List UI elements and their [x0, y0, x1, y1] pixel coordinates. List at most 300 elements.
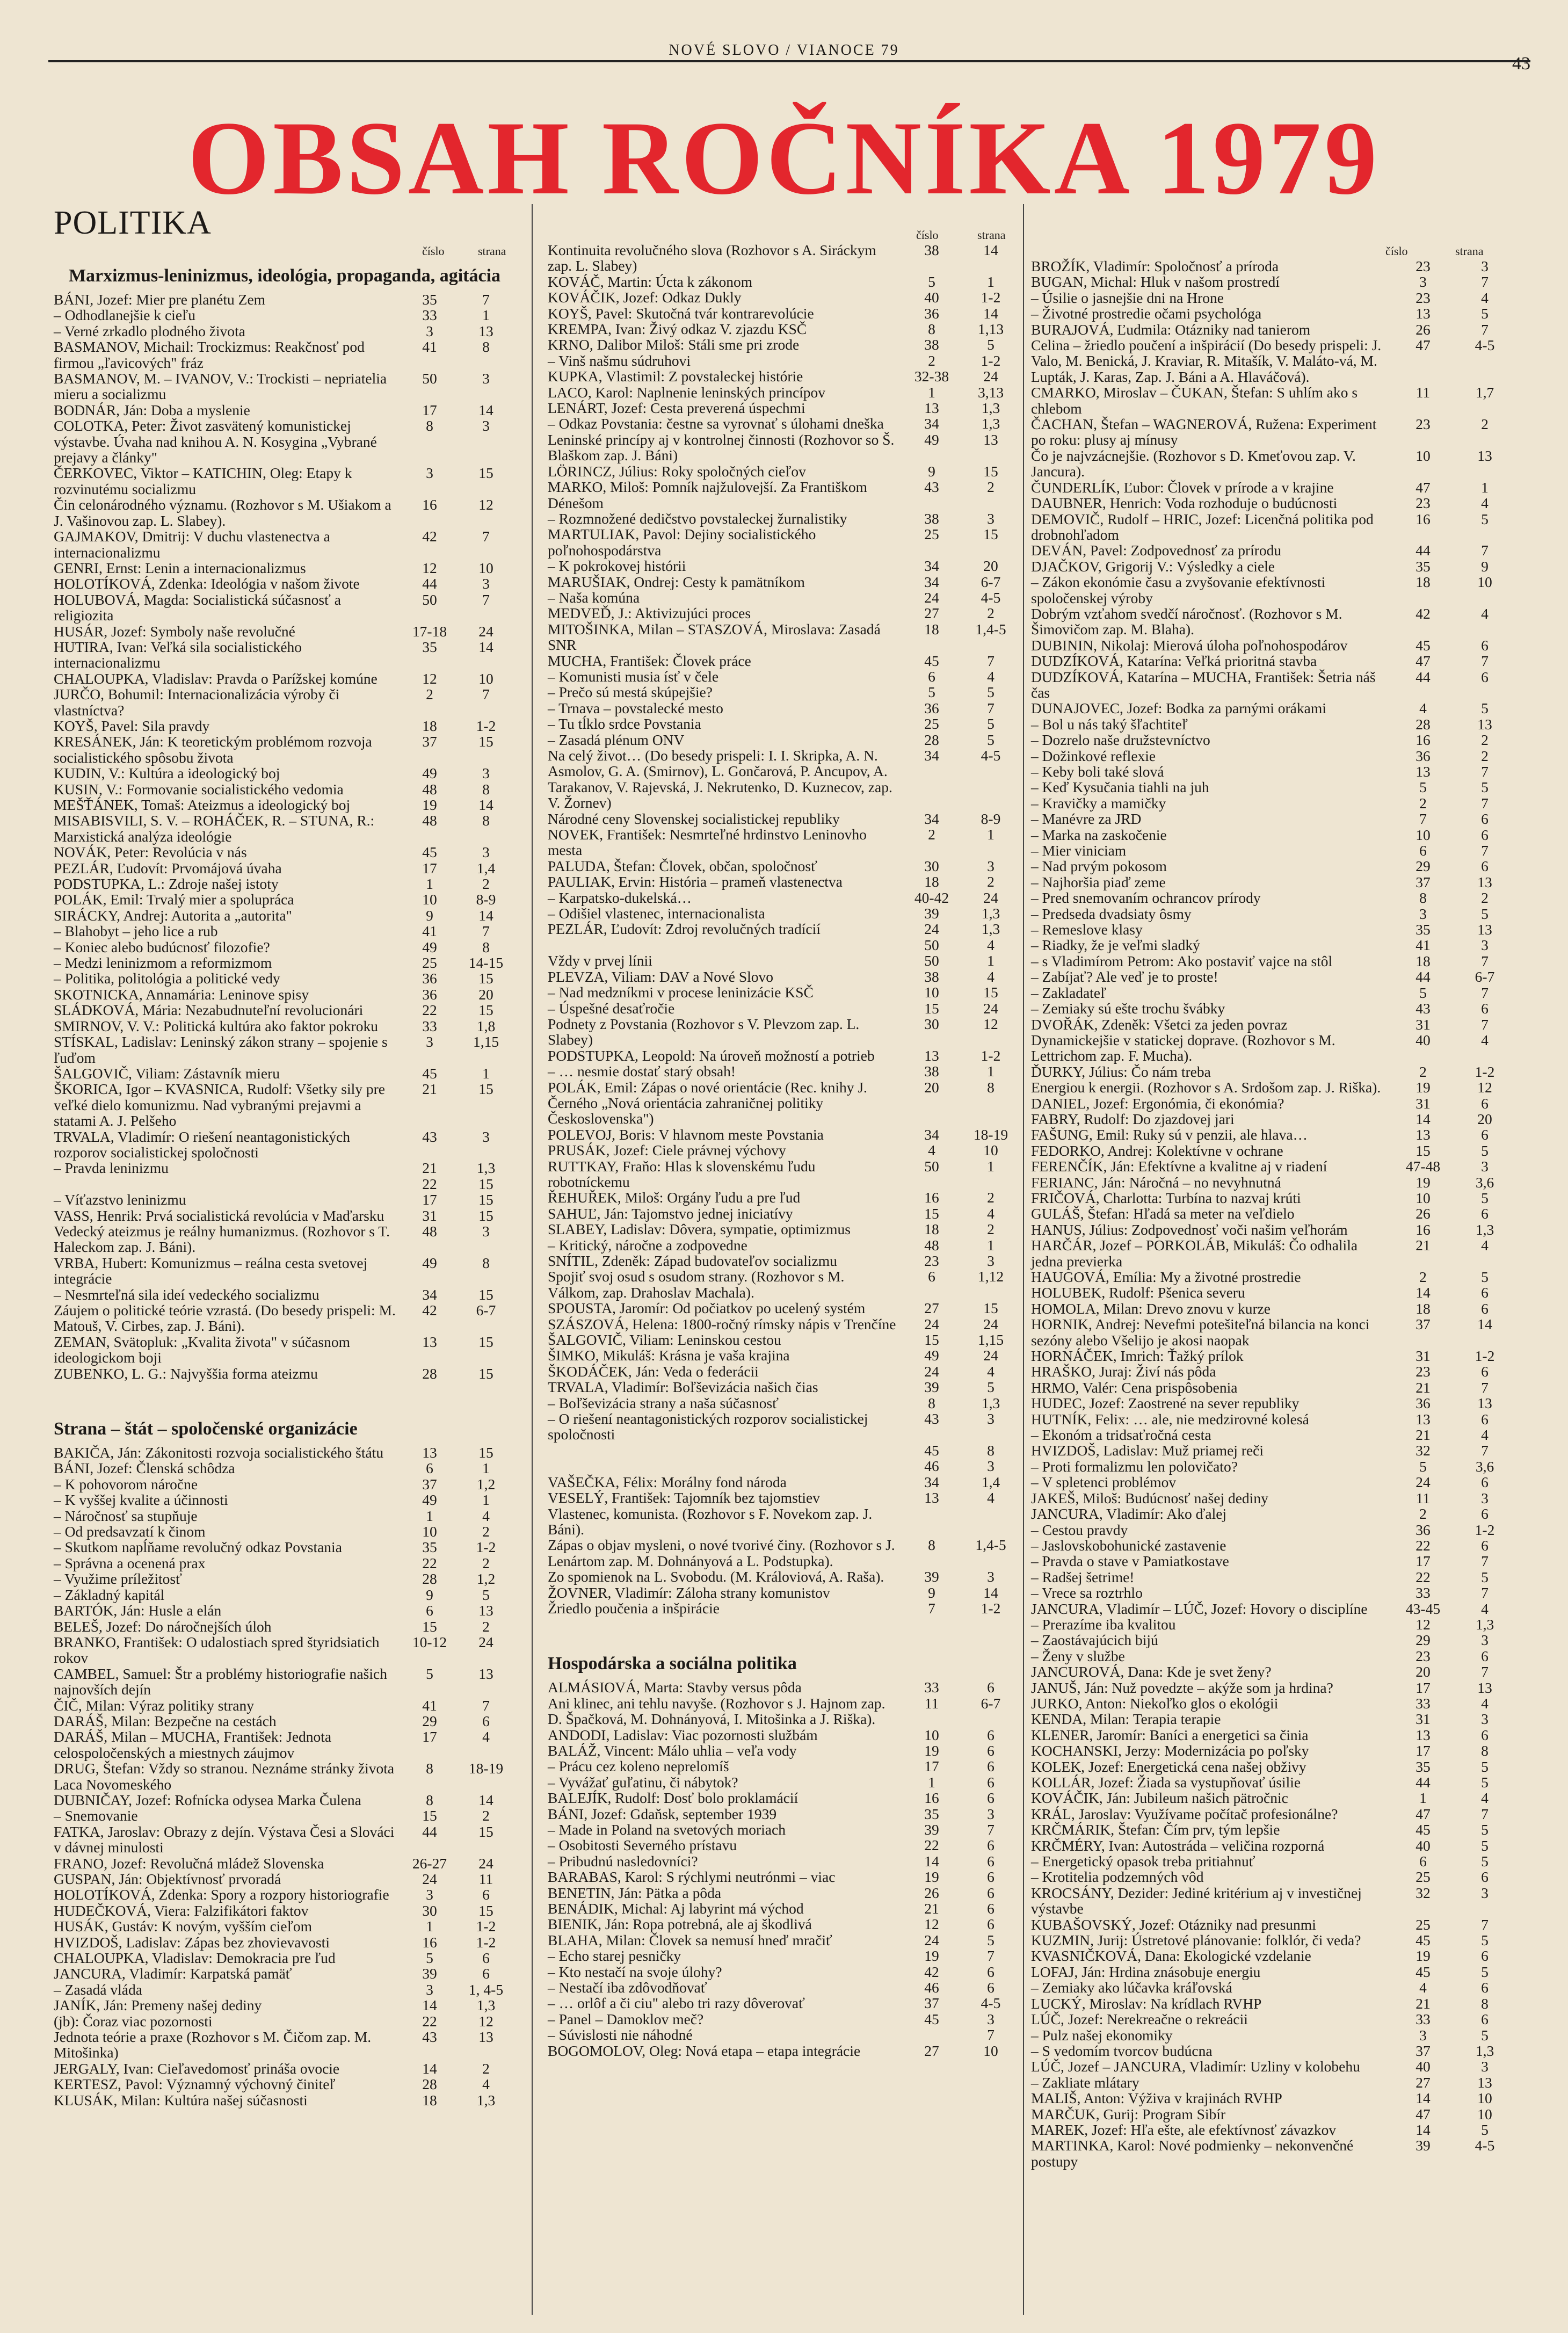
index-entry	[548, 1490, 1020, 1505]
index-entry	[1031, 1206, 1514, 1221]
entry-title: – K vyššej kvalite a účinnosti	[54, 1491, 228, 1509]
entry-issue: 8	[426, 1760, 433, 1777]
index-entry	[54, 2013, 516, 2029]
entry-title: Kontinuita revolučného slova (Rozhovor s A. Siráckym zap. L. Slabey)	[548, 242, 876, 274]
entry-title: – Osobitosti Severného prístavu	[548, 1837, 737, 1854]
entry-page: 1-2	[1475, 1063, 1495, 1080]
entry-issue: 3	[426, 1981, 433, 1998]
entry-page: 15	[478, 1444, 493, 1461]
index-entry	[54, 1002, 516, 1018]
entry-issue: 49	[422, 1491, 437, 1509]
entry-issue: 41	[422, 1697, 437, 1714]
index-entry	[548, 1237, 1020, 1253]
entry-issue: 38	[924, 1063, 939, 1080]
entry-title: STÍSKAL, Ladislav: Leninský zákon strany – spojenie s ľuďom	[54, 1033, 388, 1066]
entry-issue: 37	[924, 1995, 939, 2012]
entry-title: – Vyvážať guľatinu, či nábytok?	[548, 1773, 738, 1791]
index-entry	[1031, 1490, 1514, 1506]
index-entry	[1031, 1380, 1514, 1395]
index-entry	[1031, 1885, 1514, 1917]
entry-page: 4	[987, 1205, 994, 1222]
entry-page: 2	[482, 875, 490, 893]
entry-issue: 12	[924, 1916, 939, 1933]
entry-title: MEDVEĎ, J.: Aktivizujúci proces	[548, 605, 751, 622]
entry-issue: 5	[1419, 779, 1427, 796]
entry-page: 7	[482, 528, 490, 545]
entry-title: TRVALA, Vladimír: O riešení neantagonistických rozporov socialistickej spoločnosti	[54, 1128, 351, 1161]
entry-issue: 17-18	[412, 622, 447, 640]
index-entry	[54, 2092, 516, 2108]
index-entry	[548, 432, 1020, 463]
entry-title: – Odišiel vlastenec, internacionalista	[548, 905, 765, 922]
entry-title: – Medzi leninizmom a reformizmom	[54, 954, 272, 972]
entry-title: NOVEK, František: Nesmrteľné hrdinstvo Leninovho mesta	[548, 826, 867, 859]
entry-issue: 14	[422, 2060, 437, 2077]
index-entry	[54, 1287, 516, 1302]
entry-page: 7	[1481, 1805, 1489, 1822]
entry-title: – Trnava – povstalecké mesto	[548, 699, 723, 716]
entry-page: 7	[482, 686, 490, 703]
column-3	[1031, 244, 1514, 2169]
index-entry	[54, 592, 516, 624]
index-entry	[54, 528, 516, 560]
index-entry	[54, 1729, 516, 1760]
index-entry	[1031, 1348, 1514, 1364]
index-entry	[548, 684, 1020, 700]
index-entry	[1031, 1743, 1514, 1758]
index-entry	[54, 686, 516, 718]
index-entry	[1031, 1443, 1514, 1458]
entry-page: 1-2	[476, 717, 496, 734]
entry-title: – Boľševizácia strany a naša súčasnosť	[548, 1394, 779, 1411]
index-entry	[548, 1901, 1020, 1916]
entry-title: – Nad prvým pokosom	[1031, 858, 1167, 875]
entry-page: 8-9	[476, 891, 496, 908]
entry-issue: 24	[924, 1363, 939, 1380]
entry-issue: 31	[1415, 1347, 1431, 1365]
index-entry	[1031, 258, 1514, 274]
entry-page: 6	[1481, 1947, 1489, 1965]
entry-issue: 1	[1419, 1789, 1427, 1807]
entry-title: ČIČ, Milan: Výraz politiky strany	[54, 1697, 254, 1714]
entry-issue: 28	[422, 1365, 437, 1382]
entry-issue: 35	[422, 638, 437, 655]
entry-title: LOFAJ, Ján: Hrdina znásobuje energiu	[1031, 1963, 1261, 1980]
entry-page: 1,4	[981, 1473, 1000, 1490]
entry-title: DEVÁN, Pavel: Zodpovednosť za prírodu	[1031, 542, 1282, 559]
index-entry	[548, 1079, 1020, 1127]
entry-title: HOLUBOVÁ, Magda: Socialistická súčasnosť a religiozita	[54, 591, 341, 624]
entry-title: KRČMÉRY, Ivan: Autostráda – veličina rozporná	[1031, 1837, 1325, 1854]
entry-page: 6	[482, 1712, 490, 1729]
index-entry	[1031, 1175, 1514, 1190]
entry-issue: 44	[1415, 668, 1431, 685]
entry-issue: 16	[1415, 1221, 1431, 1238]
entry-title: – Naša komúna	[548, 589, 640, 606]
entry-page: 5	[1481, 1821, 1489, 1838]
entry-list	[1031, 258, 1514, 2169]
entry-issue: 32-38	[914, 368, 949, 385]
entry-title: – V spletenci problémov	[1031, 1474, 1177, 1491]
index-entry	[548, 969, 1020, 984]
entry-issue: 37	[422, 733, 437, 750]
entry-title: ZUBENKO, L. G.: Najvyššia forma ateizmu	[54, 1365, 318, 1382]
entry-issue: 23	[1415, 1647, 1431, 1664]
entry-title: HUSÁK, Gustáv: K novým, vyšším cieľom	[54, 1918, 312, 1935]
entry-issue: 16	[422, 496, 437, 513]
index-entry	[548, 1743, 1020, 1758]
index-entry	[548, 1221, 1020, 1237]
entry-title: – Náročnosť sa stupňuje	[54, 1507, 198, 1524]
entry-issue: 16	[1415, 731, 1431, 749]
index-entry	[1031, 1222, 1514, 1237]
header-strana: strana	[977, 228, 1006, 242]
index-entry	[548, 1837, 1020, 1853]
entry-title: DUBNIČAY, Jozef: Rofnícka odysea Marka Čulena	[54, 1791, 361, 1808]
entry-issue: 43-45	[1405, 1600, 1441, 1617]
entry-issue: 39	[924, 1379, 939, 1396]
entry-title: – Od predsavzatí k činom	[54, 1523, 206, 1540]
index-entry	[1031, 1079, 1514, 1095]
entry-issue: 33	[422, 1017, 437, 1034]
entry-page: 7	[1481, 1016, 1489, 1033]
entry-issue: 17	[1415, 1742, 1431, 1759]
entry-title: – Pravda o stave v Pamiatkostave	[1031, 1553, 1229, 1570]
entry-title: SAHUĽ, Ján: Tajomstvo jednej iniciatívy	[548, 1205, 793, 1222]
entry-page: 4	[1481, 289, 1489, 306]
entry-title: – Jaslovskobohunické zastavenie	[1031, 1537, 1226, 1554]
entry-title: – Remeslove klasy	[1031, 921, 1143, 938]
entry-page: 6	[1481, 1300, 1489, 1317]
entry-page: 7	[1481, 952, 1489, 969]
entry-page: 6	[987, 1679, 994, 1696]
entry-title: ŠKORICA, Igor – KVASNICA, Rudolf: Všetky sily pre veľké dielo komunizmu. Nad vybranými prejavmi a statami A. J. Pelšeho	[54, 1081, 385, 1129]
entry-title: – Zakladateľ	[1031, 984, 1107, 1001]
entry-issue: 13	[924, 1489, 939, 1506]
index-entry	[1031, 416, 1514, 448]
entry-title: BARTÓK, Ján: Husle a elán	[54, 1602, 222, 1619]
index-entry	[548, 1569, 1020, 1584]
entry-page: 1-2	[476, 1539, 496, 1556]
index-entry	[548, 1347, 1020, 1363]
entry-title: DUDZÍKOVÁ, Katarína – MUCHA, František: Šetria náš čas	[1031, 668, 1376, 701]
entry-title: ZEMAN, Svätopluk: „Kvalita života" v súčasnom ideologickom boji	[54, 1333, 350, 1366]
entry-page: 3	[1481, 1711, 1489, 1728]
entry-title: GENRI, Ernst: Lenin a internacionalizmus	[54, 559, 306, 576]
entry-issue: 28	[924, 731, 939, 748]
entry-issue: 27	[1415, 2074, 1431, 2091]
entry-title: Energiou k energii. (Rozhovor s A. Srdošom zap. J. Riška).	[1031, 1079, 1381, 1096]
entry-page: 14	[478, 401, 493, 418]
page-title: OBSAH ROČNÍKA 1979	[187, 100, 1381, 216]
index-entry	[1031, 827, 1514, 843]
index-entry	[1031, 843, 1514, 858]
entry-page: 1	[482, 1491, 490, 1509]
entry-issue: 34	[422, 1286, 437, 1303]
entry-page: 2	[482, 1618, 490, 1635]
entry-title: ĎURKY, Július: Čo nám treba	[1031, 1063, 1211, 1080]
entry-issue: 22	[1415, 1537, 1431, 1554]
entry-page: 6	[987, 1758, 994, 1775]
entry-title: – Súvislosti nie náhodné	[548, 2026, 693, 2044]
entry-title: HORNIK, Andrej: Nevefmi potešiteľná bilancia na konci sezóny alebo Všelijo je akosi naopak	[1031, 1316, 1370, 1349]
entry-title: KERTESZ, Pavol: Významný výchovný činiteľ	[54, 2076, 336, 2093]
entry-title: GUSPAN, Ján: Objektívnosť prvoradá	[54, 1871, 281, 1887]
entry-title: TRVALA, Vladimír: Boľševizácia našich čias	[548, 1379, 818, 1396]
entry-issue: 34	[924, 810, 939, 827]
index-entry	[548, 1995, 1020, 2011]
entry-issue: 25	[924, 715, 939, 733]
entry-issue: 36	[1415, 747, 1431, 764]
entry-title: LÚČ, Jozef – JANCURA, Vladimír: Uzliny v kolobehu	[1031, 2058, 1360, 2075]
entry-title: MARUŠIAK, Ondrej: Cesty k pamätníkom	[548, 573, 805, 590]
entry-page: 3,6	[1475, 1173, 1494, 1191]
entry-issue: 21	[924, 1900, 939, 1917]
entry-title: HRMO, Valér: Cena prispôsobenia	[1031, 1379, 1238, 1396]
entry-title: – Verné zrkadlo plodného života	[54, 322, 245, 339]
index-entry	[54, 1982, 516, 1997]
entry-page: 10	[478, 559, 493, 576]
entry-page: 6	[987, 1852, 994, 1870]
entry-issue: 46	[924, 1458, 939, 1475]
entry-title: KUSIN, V.: Formovanie socialistického vedomia	[54, 780, 344, 798]
entry-issue: 20	[1415, 1663, 1431, 1680]
entry-page: 3	[482, 370, 490, 387]
entry-title: ŠALGOVIČ, Viliam: Leninskou cestou	[548, 1331, 781, 1349]
entry-page: 4-5	[981, 747, 1001, 764]
index-entry	[1031, 811, 1514, 827]
entry-issue: 34	[924, 747, 939, 764]
entry-issue: 16	[924, 1189, 939, 1206]
index-entry	[1031, 1696, 1514, 1711]
entry-issue: 21	[422, 1160, 437, 1177]
entry-page: 13	[1477, 715, 1492, 733]
entry-issue: 40	[1415, 1031, 1431, 1048]
entry-page: 15	[478, 1823, 493, 1840]
entry-title: – Koniec alebo budúcnosť filozofie?	[54, 938, 270, 955]
entry-page: 1, 4-5	[468, 1981, 504, 1998]
entry-issue: 47	[1415, 479, 1431, 496]
entry-issue: 19	[924, 1947, 939, 1965]
entry-page: 2	[482, 1807, 490, 1824]
entry-title: HOLUBEK, Rudolf: Pšenica severu	[1031, 1284, 1245, 1301]
index-entry	[1031, 274, 1514, 289]
entry-page: 5	[1481, 1963, 1489, 1980]
index-entry	[54, 1856, 516, 1871]
entry-title: FEDORKO, Andrej: Kolektívne v ochrane	[1031, 1142, 1283, 1159]
entry-title: VASS, Henrik: Prvá socialistická revolúcia v Maďarsku	[54, 1207, 384, 1224]
entry-issue: 39	[422, 1965, 437, 1982]
index-entry	[54, 1445, 516, 1460]
index-entry	[1031, 748, 1514, 764]
entry-page: 15	[983, 1300, 998, 1317]
entry-page: 5	[1481, 2121, 1489, 2138]
entry-issue: 50	[924, 1157, 939, 1175]
index-entry	[548, 748, 1020, 811]
entry-issue: 18	[1415, 1300, 1431, 1317]
entry-issue: 30	[924, 857, 939, 874]
entry-issue: 5	[426, 1950, 433, 1967]
entry-issue: 34	[924, 573, 939, 590]
index-entry	[548, 590, 1020, 605]
index-entry	[1031, 337, 1514, 385]
entry-title: BODNÁR, Ján: Doba a myslenie	[54, 401, 250, 418]
entry-issue: 21	[1415, 1237, 1431, 1254]
entry-title: HOLOTÍKOVÁ, Zdenka: Spory a rozpory historiografie	[54, 1886, 389, 1903]
index-entry	[548, 1395, 1020, 1411]
entry-issue: 24	[924, 1315, 939, 1332]
entry-issue: 44	[422, 1823, 437, 1840]
entry-page: 4	[1481, 1600, 1489, 1617]
entry-page: 6	[1481, 668, 1489, 685]
index-entry	[1031, 1996, 1514, 2011]
entry-page: 2	[1481, 747, 1489, 764]
index-entry	[54, 1698, 516, 1713]
entry-title: JANCUROVÁ, Dana: Kde je svet ženy?	[1031, 1663, 1272, 1680]
index-entry	[54, 418, 516, 465]
index-entry	[548, 669, 1020, 684]
entry-title: DUDZÍKOVÁ, Katarína: Veľká prioritná stavba	[1031, 653, 1317, 670]
index-entry	[1031, 1032, 1514, 1064]
entry-page: 10	[1477, 574, 1492, 591]
entry-issue: 18	[1415, 574, 1431, 591]
entry-issue: 13	[1415, 1126, 1431, 1143]
entry-page: 18-19	[973, 1126, 1008, 1143]
index-entry	[1031, 858, 1514, 874]
index-entry	[54, 1129, 516, 1161]
entry-page: 13	[1477, 1395, 1492, 1412]
entry-page: 6-7	[1475, 968, 1495, 986]
entry-issue: 23	[1415, 258, 1431, 274]
entry-title: POLEVOJ, Boris: V hlavnom meste Povstania	[548, 1126, 824, 1143]
entry-page: 15	[478, 1191, 493, 1208]
entry-page: 4	[482, 1507, 490, 1524]
entry-page: 6	[1481, 2011, 1489, 2028]
entry-title: – Manévre za JRD	[1031, 810, 1142, 828]
entry-issue: 26-27	[412, 1854, 447, 1872]
entry-title: SLABEY, Ladislav: Dôvera, sympatie, optimizmus	[548, 1221, 851, 1238]
index-entry	[1031, 1395, 1514, 1411]
entry-page: 13	[983, 431, 998, 448]
entry-page: 15	[478, 1081, 493, 1098]
entry-issue: 22	[422, 2012, 437, 2030]
index-entry	[548, 1443, 1020, 1458]
entry-page: 12	[1477, 1079, 1492, 1096]
index-entry	[1031, 1316, 1514, 1348]
index-entry	[1031, 1158, 1514, 1174]
entry-issue: 49	[422, 1254, 437, 1271]
index-entry	[1031, 306, 1514, 321]
entry-page: 4	[1481, 495, 1489, 512]
entry-title: – S vedomím tvorcov budúcna	[1031, 2042, 1213, 2059]
entry-page: 1,3	[981, 1394, 1000, 1411]
entry-title: KUBAŠOVSKÝ, Jozef: Otázniky nad presunmi	[1031, 1916, 1316, 1933]
entry-issue: 18	[924, 620, 939, 637]
entry-title: BROŽÍK, Vladimír: Spoločnosť a príroda	[1031, 258, 1279, 274]
entry-page: 1,8	[476, 1017, 496, 1034]
entry-issue: 2	[1419, 1063, 1427, 1080]
entry-title: HUSÁR, Jozef: Symboly naše revolučné	[54, 622, 295, 640]
entry-page: 3	[482, 765, 490, 782]
index-entry	[54, 765, 516, 781]
entry-issue: 6	[1419, 1853, 1427, 1870]
entry-title: – Odhodlanejšie k cieľu	[54, 307, 195, 324]
entry-issue: 45	[1415, 636, 1431, 654]
index-entry	[548, 1001, 1020, 1016]
entry-issue: 41	[1415, 937, 1431, 954]
entry-page: 1-2	[476, 1933, 496, 1951]
index-entry	[1031, 1853, 1514, 1869]
entry-title: JANCURA, Vladimír: Karpatská pamäť	[54, 1965, 292, 1982]
entry-page: 9	[1481, 557, 1489, 575]
index-entry	[54, 1302, 516, 1334]
entry-page: 5	[987, 715, 994, 733]
subsection-title: Marxizmus-leninizmus, ideológia, propaganda, agitácia	[68, 266, 501, 286]
entry-title: HOMOLA, Milan: Drevo znovu v kurze	[1031, 1300, 1271, 1317]
entry-page: 1-2	[981, 1599, 1001, 1617]
entry-page: 1,4-5	[975, 1537, 1006, 1554]
entry-issue: 29	[1415, 1632, 1431, 1649]
index-entry	[548, 2043, 1020, 2059]
index-entry	[548, 953, 1020, 968]
entry-issue: 10	[422, 891, 437, 908]
entry-issue: 39	[924, 1568, 939, 1585]
entry-title: Celina – žriedlo poučení a inšpirácií (Do besedy prispeli: J. Valo, M. Benická, J. Kraviar, R. Mitašík, V. Maláto-vá, M. Lupták, J. Karas, Zap. J. Báni a A. Hlaváčová).	[1031, 337, 1382, 385]
index-entry	[1031, 1806, 1514, 1822]
entry-page: 3	[987, 1252, 994, 1269]
index-entry	[1031, 1237, 1514, 1269]
entry-page: 5	[1481, 1269, 1489, 1285]
entry-title: BASMANOV, M. – IVANOV, V.: Trockisti – nepriatelia mieru a socializmu	[54, 370, 387, 403]
entry-title: MARKO, Miloš: Pomník najžulovejší. Za Františkom Dénešom	[548, 479, 868, 511]
index-entry	[1031, 969, 1514, 984]
entry-issue: 23	[1415, 1363, 1431, 1380]
index-entry	[54, 1824, 516, 1856]
entry-title: – Mier viniciam	[1031, 842, 1127, 859]
top-rule	[48, 60, 1530, 62]
entry-issue: 50	[924, 952, 939, 969]
entry-title: – Životné prostredie očami psychológa	[1031, 305, 1262, 322]
index-entry	[548, 1980, 1020, 1995]
entry-title: VAŠEČKA, Félix: Morálny fond národa	[548, 1473, 787, 1490]
index-entry	[548, 1885, 1020, 1901]
entry-issue: 15	[924, 1331, 939, 1349]
entry-title: – Úspešné desaťročie	[548, 999, 675, 1017]
entry-title: Dynamickejšie v statickej doprave. (Rozhovor s M. Lettrichom zap. F. Mucha).	[1031, 1031, 1335, 1064]
entry-issue: 31	[1415, 1095, 1431, 1112]
entry-title: SNÍTIL, Zdeněk: Západ budovateľov socializmu	[548, 1252, 837, 1269]
entry-page: 1-2	[1475, 1521, 1495, 1538]
entry-page: 7	[987, 652, 994, 669]
entry-issue: 1	[426, 875, 433, 893]
entry-page: 7	[1481, 542, 1489, 559]
index-entry	[1031, 669, 1514, 701]
entry-title: – Ženy v službe	[1031, 1647, 1125, 1664]
index-entry	[1031, 653, 1514, 669]
entry-page: 7	[482, 1697, 490, 1714]
entry-page: 5	[987, 731, 994, 748]
index-entry	[1031, 1364, 1514, 1379]
entry-issue: 37	[1415, 873, 1431, 890]
entry-issue: 19	[924, 1868, 939, 1886]
entry-title: ANDODI, Ladislav: Viac pozornosti službám	[548, 1726, 818, 1743]
entry-title: Ani klinec, ani tehlu navyše. (Rozhovor s J. Hajnom zap. D. Špačková, M. Dohnányová, I. Mitošinka a J. Riška).	[548, 1694, 885, 1728]
entry-issue: 10	[1415, 826, 1431, 843]
entry-issue: 8	[928, 1394, 935, 1411]
index-entry	[548, 1332, 1020, 1347]
index-entry	[1031, 732, 1514, 748]
entry-page: 3	[1481, 937, 1489, 954]
